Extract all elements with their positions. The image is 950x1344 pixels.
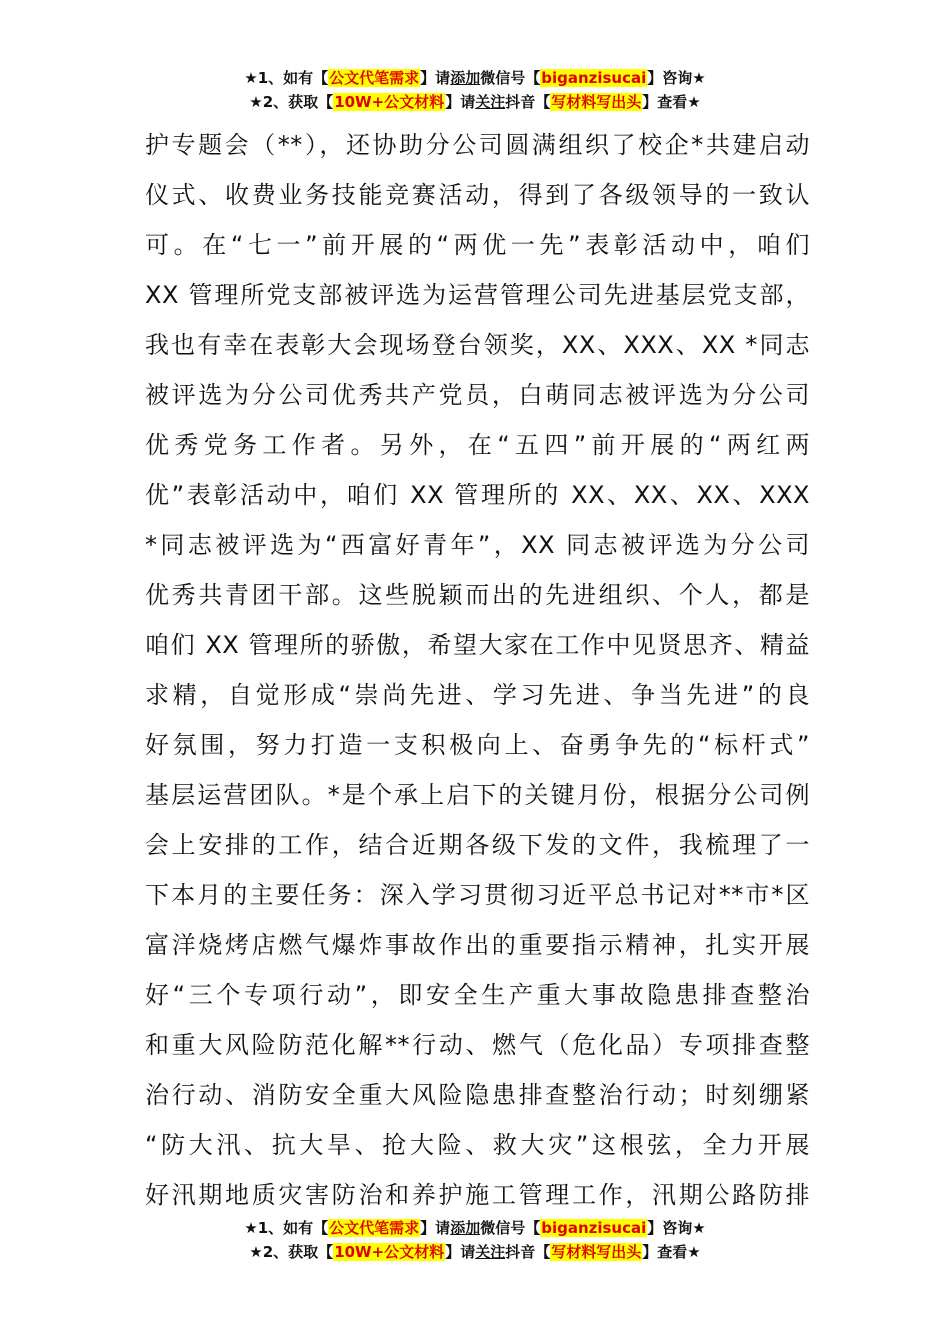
body-line: 求精，自觉形成“崇尚先进、学习先进、争当先进”的良 bbox=[145, 681, 810, 709]
banner-text: 】查看★ bbox=[642, 93, 701, 111]
banner-text: 】查看★ bbox=[642, 1243, 701, 1261]
body-line: 优”表彰活动中，咱们 XX 管理所的 XX、XX、XX、XXX bbox=[145, 481, 810, 509]
banner-text: 】请 bbox=[445, 1243, 476, 1261]
banner-text: ★1、如有【 bbox=[244, 1219, 329, 1237]
banner-line-1 bbox=[0, 66, 950, 90]
banner-text: ★2、获取【 bbox=[249, 1243, 334, 1261]
body-line: 下本月的主要任务：深入学习贯彻习近平总书记对**市*区 bbox=[145, 881, 810, 909]
body-line: 被评选为分公司优秀共产党员，白萌同志被评选为分公司 bbox=[145, 381, 810, 409]
header-banner bbox=[0, 66, 950, 114]
banner-highlight: biganzisucai bbox=[541, 69, 647, 87]
banner-line-2 bbox=[0, 90, 950, 114]
banner-text: 微信号【 bbox=[480, 69, 541, 87]
body-line: 咱们 XX 管理所的骄傲，希望大家在工作中见贤思齐、精益 bbox=[145, 631, 810, 659]
banner-underline: 关注 bbox=[475, 93, 506, 111]
banner-text: ★2、获取【 bbox=[249, 93, 334, 111]
banner-highlight: 10W+公文材料 bbox=[334, 93, 445, 111]
body-line: 治行动、消防安全重大风险隐患排查整治行动；时刻绷紧 bbox=[145, 1081, 810, 1109]
banner-text: 抖音【 bbox=[505, 93, 551, 111]
banner-text: 】请 bbox=[420, 69, 451, 87]
body-line: 优秀共青团干部。这些脱颖而出的先进组织、个人，都是 bbox=[145, 581, 810, 609]
body-line: XX 管理所党支部被评选为运营管理公司先进基层党支部， bbox=[145, 281, 810, 309]
banner-highlight: 公文代笔需求 bbox=[329, 1219, 420, 1237]
banner-underline: 添加 bbox=[450, 1219, 481, 1237]
banner-text: 微信号【 bbox=[480, 1219, 541, 1237]
banner-text: 】请 bbox=[445, 93, 476, 111]
body-line: *同志被评选为“西富好青年”，XX 同志被评选为分公司 bbox=[145, 531, 810, 559]
body-line: 富洋烧烤店燃气爆炸事故作出的重要指示精神，扎实开展 bbox=[145, 931, 810, 959]
body-line: 优秀党务工作者。另外，在“五四”前开展的“两红两 bbox=[145, 431, 810, 459]
body-line: 我也有幸在表彰大会现场登台领奖，XX、XXX、XX *同志 bbox=[145, 331, 810, 359]
banner-highlight: 公文代笔需求 bbox=[329, 69, 420, 87]
banner-underline: 添加 bbox=[450, 69, 481, 87]
banner-line-2 bbox=[0, 1240, 950, 1264]
banner-text: 】咨询★ bbox=[647, 69, 706, 87]
banner-highlight: 写材料写出头 bbox=[551, 1243, 642, 1261]
body-line: 可。在“七一”前开展的“两优一先”表彰活动中，咱们 bbox=[145, 231, 810, 259]
body-line: 好氛围，努力打造一支积极向上、奋勇争先的“标杆式” bbox=[145, 731, 810, 759]
banner-highlight: 10W+公文材料 bbox=[334, 1243, 445, 1261]
body-line: 护专题会（**），还协助分公司圆满组织了校企*共建启动 bbox=[145, 131, 810, 159]
banner-text: 】请 bbox=[420, 1219, 451, 1237]
banner-text: 】咨询★ bbox=[647, 1219, 706, 1237]
banner-highlight: 写材料写出头 bbox=[551, 93, 642, 111]
banner-text: 抖音【 bbox=[505, 1243, 551, 1261]
body-line: 好“三个专项行动”，即安全生产重大事故隐患排查整治 bbox=[145, 981, 810, 1009]
body-line: 基层运营团队。*是个承上启下的关键月份，根据分公司例 bbox=[145, 781, 810, 809]
banner-underline: 关注 bbox=[475, 1243, 506, 1261]
document-body bbox=[145, 120, 810, 1220]
body-line: 会上安排的工作，结合近期各级下发的文件，我梳理了一 bbox=[145, 831, 810, 859]
body-line: “防大汛、抗大旱、抢大险、救大灾”这根弦，全力开展 bbox=[145, 1131, 810, 1159]
body-line: 和重大风险防范化解**行动、燃气（危化品）专项排查整 bbox=[145, 1031, 810, 1059]
body-line: 仪式、收费业务技能竞赛活动，得到了各级领导的一致认 bbox=[145, 181, 810, 209]
banner-line-1 bbox=[0, 1216, 950, 1240]
banner-text: ★1、如有【 bbox=[244, 69, 329, 87]
body-line: 好汛期地质灾害防治和养护施工管理工作，汛期公路防排 bbox=[145, 1181, 810, 1209]
banner-highlight: biganzisucai bbox=[541, 1219, 647, 1237]
footer-banner bbox=[0, 1216, 950, 1264]
